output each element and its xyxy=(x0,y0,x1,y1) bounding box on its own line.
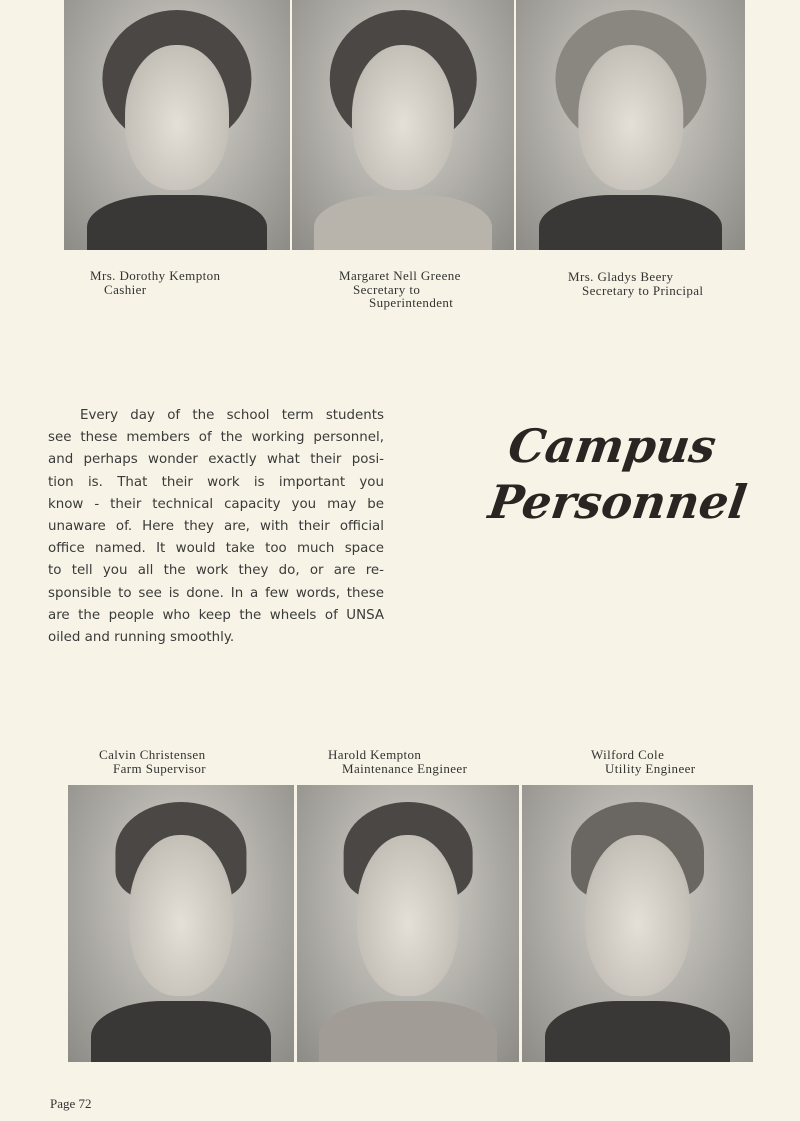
paragraph-line: oiled and running smoothly. xyxy=(48,629,235,645)
caption-title: Cashier xyxy=(104,282,147,297)
paragraph-line: sponsible to see is done. In a few words, these xyxy=(48,585,384,601)
paragraph-line: Every day of the school term students xyxy=(80,408,384,423)
paragraph-line: office named. It would take too much space xyxy=(48,541,384,557)
caption-title: Secretary to Principal xyxy=(582,283,704,298)
paragraph-line: to tell you all the work they do, or are re- xyxy=(48,563,384,579)
intro-paragraph xyxy=(48,405,384,649)
caption-title: Maintenance Engineer xyxy=(342,761,468,776)
photo-dorothy-kempton xyxy=(64,0,290,250)
photo-gladys-beery xyxy=(516,0,745,250)
paragraph-line: tion is. That their work is important you xyxy=(48,474,384,490)
caption-title: Farm Supervisor xyxy=(113,761,207,776)
paragraph-line: are the people who keep the wheels of UNSA xyxy=(48,607,384,623)
photo-calvin-christensen xyxy=(68,785,294,1062)
caption-name: Margaret Nell Greene xyxy=(339,268,461,283)
caption-name: Calvin Christensen xyxy=(99,747,206,762)
paragraph-line: unaware of. Here they are, with their official xyxy=(48,518,384,534)
page-title xyxy=(485,418,758,530)
photo-margaret-nell-greene xyxy=(292,0,514,250)
photo-wilford-cole xyxy=(522,785,753,1062)
title-line-2: Personnel xyxy=(485,475,750,529)
paragraph-line: and perhaps wonder exactly what their posi- xyxy=(48,452,384,468)
caption-name: Harold Kempton xyxy=(328,747,422,762)
caption-name: Wilford Cole xyxy=(591,747,665,762)
title-line-1: Campus xyxy=(505,419,720,473)
paragraph-line: know - their technical capacity you may be xyxy=(48,496,384,512)
page-number: Page 72 xyxy=(50,1096,92,1111)
caption-name: Mrs. Gladys Beery xyxy=(568,269,674,284)
caption-title: Utility Engineer xyxy=(605,761,696,776)
caption-title: Superintendent xyxy=(369,295,454,310)
paragraph-line: see these members of the working personnel, xyxy=(48,430,384,446)
photo-harold-kempton xyxy=(297,785,519,1062)
caption-title: Secretary to xyxy=(353,282,421,297)
caption-name: Mrs. Dorothy Kempton xyxy=(90,268,221,283)
